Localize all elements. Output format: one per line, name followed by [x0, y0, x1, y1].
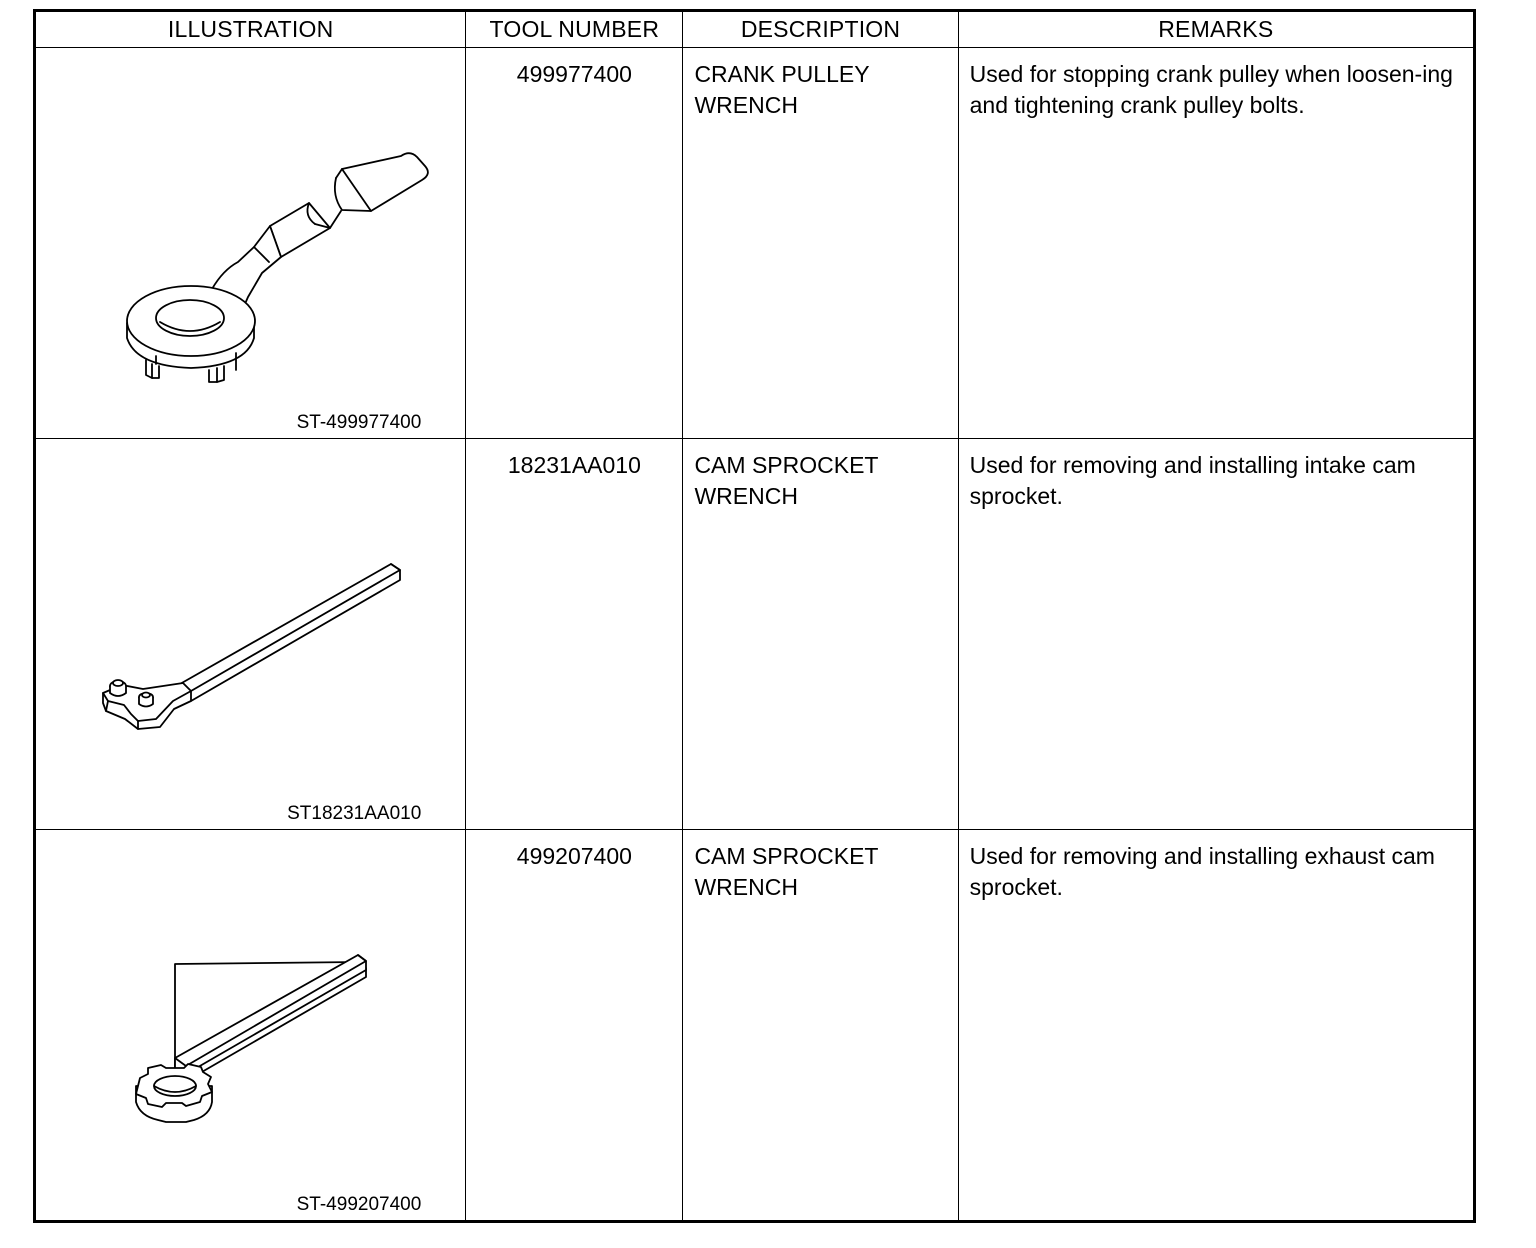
tool-description: CAM SPROCKET WRENCH: [694, 843, 879, 900]
cam-sprocket-wrench-exhaust-icon: [36, 830, 467, 1218]
description-cell: [683, 439, 958, 830]
header-tool-number: TOOL NUMBER: [466, 11, 683, 48]
tool-remarks: Used for removing and installing intake cam sprocket.: [969, 452, 1416, 509]
header-remarks: REMARKS: [958, 11, 1474, 48]
header-illustration: ILLUSTRATION: [35, 11, 466, 48]
illustration-code: ST-499977400: [296, 412, 422, 433]
illustration-code: ST18231AA010: [287, 803, 422, 824]
illustration-cell: [35, 48, 466, 439]
illustration-code: ST-499207400: [296, 1194, 422, 1215]
tool-remarks: Used for removing and installing exhaust cam sprocket.: [969, 843, 1435, 900]
cam-sprocket-wrench-intake-icon: [36, 439, 467, 827]
remarks-cell: [958, 48, 1474, 439]
tool-number: 499977400: [516, 61, 632, 87]
crank-pulley-wrench-icon: [36, 48, 467, 436]
tool-description: CRANK PULLEY WRENCH: [694, 61, 870, 118]
table-row: [35, 830, 1475, 1222]
table-row: [35, 439, 1475, 830]
tool-description: CAM SPROCKET WRENCH: [694, 452, 879, 509]
table-header-row: [35, 11, 1475, 48]
remarks-cell: [958, 830, 1474, 1222]
description-cell: [683, 48, 958, 439]
table-row: [35, 48, 1475, 439]
special-tools-table: [33, 9, 1476, 1223]
illustration-cell: [35, 439, 466, 830]
header-description: DESCRIPTION: [683, 11, 958, 48]
remarks-cell: [958, 439, 1474, 830]
tool-number-cell: [466, 48, 683, 439]
description-cell: [683, 830, 958, 1222]
tool-number: 499207400: [516, 843, 632, 869]
tool-remarks: Used for stopping crank pulley when loosen-ing and tightening crank pulley bolts.: [969, 61, 1453, 118]
tool-number-cell: [466, 830, 683, 1222]
illustration-cell: [35, 830, 466, 1222]
tool-number-cell: [466, 439, 683, 830]
tool-number: 18231AA010: [507, 452, 641, 478]
